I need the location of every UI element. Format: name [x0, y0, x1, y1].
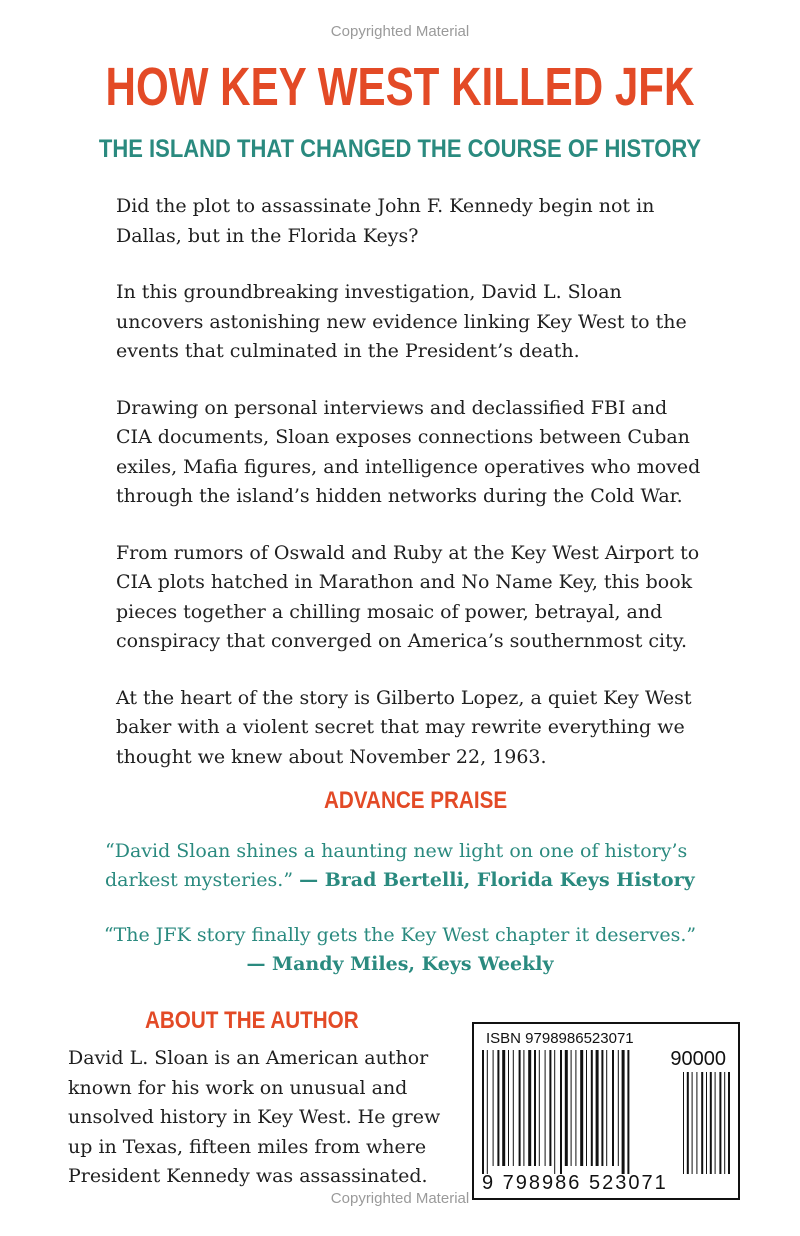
quote-text: “The JFK story finally gets the Key West chapter it deserves.” — [103, 924, 697, 946]
blurb-paragraph: From rumors of Oswald and Ruby at the Key West Airport to CIA plots hatched in Marathon and No Name Key, this book pieces together a chilling mosaic of power, betrayal, and conspiracy that converged on America’s southernmost city. — [116, 541, 700, 652]
advance-praise-heading: ADVANCE PRAISE — [324, 787, 508, 814]
watermark-bottom: Copyrighted Material — [330, 1190, 470, 1207]
isbn-label: ISBN 9798986523071 — [486, 1030, 634, 1047]
book-title: HOW KEY WEST KILLED JFK — [105, 57, 695, 117]
barcode-bars-addon — [682, 1072, 732, 1174]
barcode-digits: 9 798986 523071 — [482, 1172, 668, 1194]
blurb — [116, 192, 706, 799]
isbn-barcode — [472, 1022, 740, 1200]
book-subtitle: THE ISLAND THAT CHANGED THE COURSE OF HISTORY — [98, 135, 702, 163]
praise-quote — [80, 921, 720, 979]
author-bio: David L. Sloan is an American author known for his work on unusual and unsolved history in Key West. He grew up in Texas, fifteen miles from where President Kennedy was assassinated. — [68, 1047, 441, 1187]
blurb-paragraph: Drawing on personal interviews and declassified FBI and CIA documents, Sloan exposes connections between Cuban exiles, Mafia figures, and intelligence operatives who moved through the island’s hidden networks during the Cold War. — [116, 396, 701, 507]
blurb-paragraph: At the heart of the story is Gilberto Lopez, a quiet Key West baker with a violent secret that may rewrite everything we thought we knew about November 22, 1963. — [116, 686, 692, 768]
blurb-paragraph: Did the plot to assassinate John F. Kennedy begin not in Dallas, but in the Florida Keys? — [116, 195, 655, 247]
barcode-bars-main — [480, 1050, 680, 1174]
quote-attribution: — Brad Bertelli, Florida Keys History — [299, 869, 695, 891]
praise-quote — [105, 837, 705, 895]
price-code: 90000 — [670, 1048, 726, 1070]
about-author-heading: ABOUT THE AUTHOR — [145, 1007, 359, 1034]
quote-text: “David Sloan shines a haunting new light on one of history’s darkest mysteries.” — [105, 840, 688, 891]
blurb-paragraph: In this groundbreaking investigation, David L. Sloan uncovers astonishing new evidence linking Key West to the events that culminated in the President’s death. — [116, 281, 687, 362]
quote-attribution: — Mandy Miles, Keys Weekly — [246, 953, 554, 975]
watermark-top: Copyrighted Material — [330, 23, 470, 40]
